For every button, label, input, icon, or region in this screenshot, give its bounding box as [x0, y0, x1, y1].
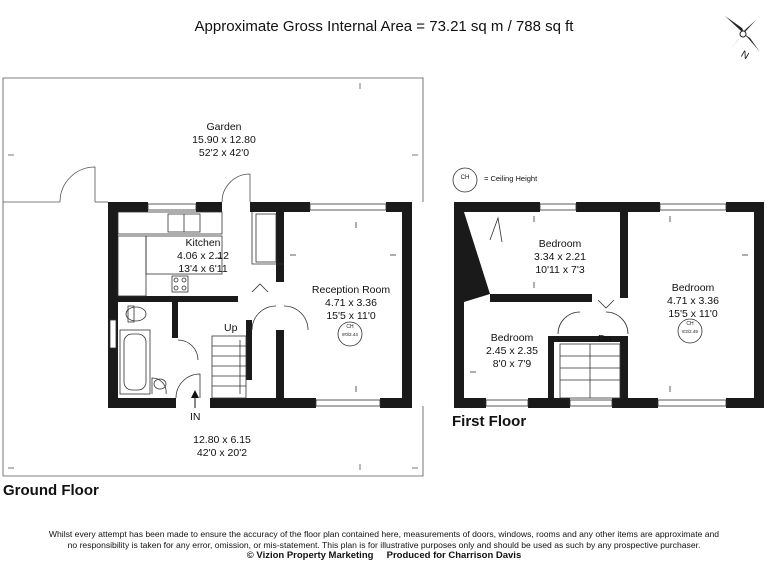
- kitchen-label: [177, 237, 229, 276]
- bedroom-3-metric: 2.45 x 2.35: [486, 345, 538, 357]
- reception-metric: 4.71 x 3.36: [325, 297, 377, 309]
- bedroom-2-imperial: 15'5 x 11'0: [668, 308, 718, 320]
- garden-label: [192, 121, 256, 160]
- bedroom-3-name: Bedroom: [490, 332, 534, 344]
- first-floor-title: First Floor: [452, 413, 527, 430]
- kitchen-metric: 4.06 x 2.12: [177, 250, 229, 262]
- garden-imperial: 52'2 x 42'0: [198, 147, 250, 159]
- front-metric: 12.80 x 6.15: [193, 434, 251, 446]
- reception-ch-badge: [342, 324, 358, 338]
- entrance-arrow-icon: [191, 390, 199, 408]
- entrance-label: IN: [190, 411, 201, 423]
- reception-label: [312, 284, 390, 323]
- front-garden-label: [193, 434, 251, 460]
- stairs-up-label: Up: [224, 322, 238, 334]
- garden-metric: 15.90 x 12.80: [192, 134, 256, 146]
- bedroom-2-name: Bedroom: [671, 282, 715, 294]
- bedroom-2-ch-badge: [682, 321, 698, 335]
- bedroom-1-label: [534, 238, 586, 277]
- ground-floor-title: Ground Floor: [3, 482, 99, 499]
- kitchen-imperial: 13'4 x 6'11: [178, 263, 228, 275]
- disclaimer-line-1: Whilst every attempt has been made to ensure the accuracy of the floor plan contained here, measurements of doors, windows, rooms and any other items are approximate and: [48, 529, 720, 539]
- bedroom-2-metric: 4.71 x 3.36: [667, 295, 719, 307]
- compass-rose-icon: [725, 16, 760, 52]
- reception-name: Reception Room: [311, 284, 391, 296]
- gross-area-header: Approximate Gross Internal Area = 73.21 sq m / 788 sq ft: [194, 18, 574, 35]
- bedroom-2-label: [667, 282, 719, 321]
- compass-north-letter: N: [738, 48, 751, 63]
- bedroom-2-ch-value: 8'2/2.49: [682, 329, 698, 334]
- credit-line: © Vizion Property Marketing Produced for Charrison Davis: [246, 550, 522, 561]
- bedroom-3-label: [486, 332, 538, 371]
- stairs-down-label: Dn: [598, 333, 612, 345]
- reception-ch-symbol: CH: [346, 324, 354, 330]
- reception-ch-value: 8'0/2.44: [342, 332, 358, 337]
- garden-name: Garden: [206, 121, 242, 133]
- bedroom-1-name: Bedroom: [538, 238, 582, 250]
- bedroom-1-metric: 3.34 x 2.21: [534, 251, 586, 263]
- disclaimer-line-2: no responsibility is taken for any error, omission, or mis-statement. This plan is for illustrative purposes only and should be used as such by any prospective purchaser.: [67, 540, 701, 550]
- kitchen-name: Kitchen: [185, 237, 221, 249]
- bedroom-3-imperial: 8'0 x 7'9: [492, 358, 532, 370]
- reception-imperial: 15'5 x 11'0: [326, 310, 376, 322]
- bedroom-1-imperial: 10'11 x 7'3: [535, 264, 585, 276]
- legend-ch-symbol: CH: [460, 175, 470, 181]
- bedroom-2-ch-symbol: CH: [686, 321, 694, 327]
- front-imperial: 42'0 x 20'2: [196, 447, 248, 459]
- legend-ch-label: = Ceiling Height: [484, 174, 538, 183]
